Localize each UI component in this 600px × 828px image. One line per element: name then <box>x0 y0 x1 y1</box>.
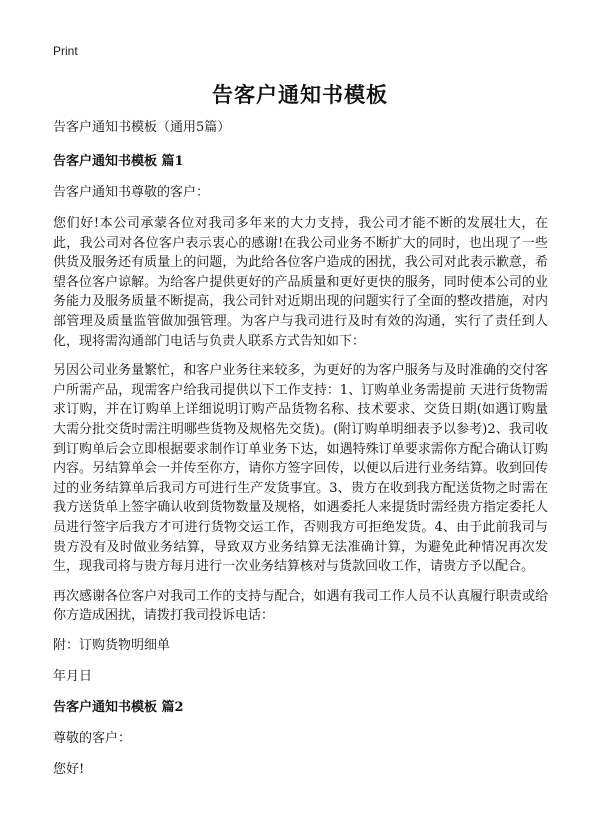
section-1-attachment: 附：订购货物明细单 <box>53 637 171 653</box>
section-2-greeting: 您好! <box>53 761 85 777</box>
section-heading-2: 告客户通知书模板 篇2 <box>53 699 184 715</box>
section-heading-1: 告客户通知书模板 篇1 <box>53 154 184 169</box>
section-1-salutation: 告客户通知书尊敬的客户： <box>53 185 210 200</box>
section-1-paragraph-1: 您们好!本公司承蒙各位对我司多年来的大力支持，我公司才能不断的发展壮大，在此，我公司对各位客户表示衷心的感谢!在我公司业务不断扩大的同时，也出现了一些供货及服务还有质量上的问题，为此给各位客户造成的困扰，我公司对此表示歉意，希望各位客户谅解。为给客户提供更好的产品质量和更好更快的服务，同时使本公司的业务能力及服务质量不断提高，我公司针对近期出现的问题实行了全面的整改措施，对内部管理及质量监管做加强管理。为客户与我司进行及时有效的沟通，实行了责任到人化，现将需沟通部门电话与负责人联系方式告知如下： <box>53 216 548 349</box>
document-subtitle: 告客户通知书模板（通用5篇） <box>53 120 231 135</box>
section-1-paragraph-2: 另因公司业务量繁忙，和客户业务往来较多，为更好的为客户服务与及时准确的交付客户所需产品，现需客户给我司提供以下工作支持：1、订购单业务需提前 天进行货物需求订购，并在订购单上详细说明订购产品货物名称、技术要求、交货日期(如遇订购量大需分批交货时需注明哪些货物及规格先交货)。(附订购单明细表予以参考)2、我司收到订购单后会立即根据要求制作订单业务下达，如遇特殊订单要求需你方配合确认订购内容。另结算单会一并传至你方，请你方签字回传，以便以后进行业务结算。收到回传过的业务结算单后我司方可进行生产发货事宜。3、贵方在收到我方配送货物之时需在我方送货单上签字确认收到货物数量及规格，如遇委托人来提货时需经贵方指定委托人员进行签字后我方才可进行货物交运工作，否则我方可拒绝发货。4、由于此前我司与贵方没有及时做业务结算，导致双方业务结算无法准确计算，为避免此种情况再次发生，现我司将与贵方每月进行一次业务结算核对与货款回收工作，请贵方予以配合。 <box>53 363 548 575</box>
document-title: 告客户通知书模板 <box>212 82 388 107</box>
section-1-date-line: 年月日 <box>53 668 93 684</box>
print-label[interactable]: Print <box>53 44 78 58</box>
section-1-paragraph-3: 再次感谢各位客户对我司工作的支持与配合，如遇有我司工作人员不认真履行职责或给你方造成困扰，请拨打我司投诉电话： <box>53 588 548 624</box>
section-2-salutation: 尊敬的客户： <box>53 730 132 746</box>
document-content <box>53 118 548 791</box>
